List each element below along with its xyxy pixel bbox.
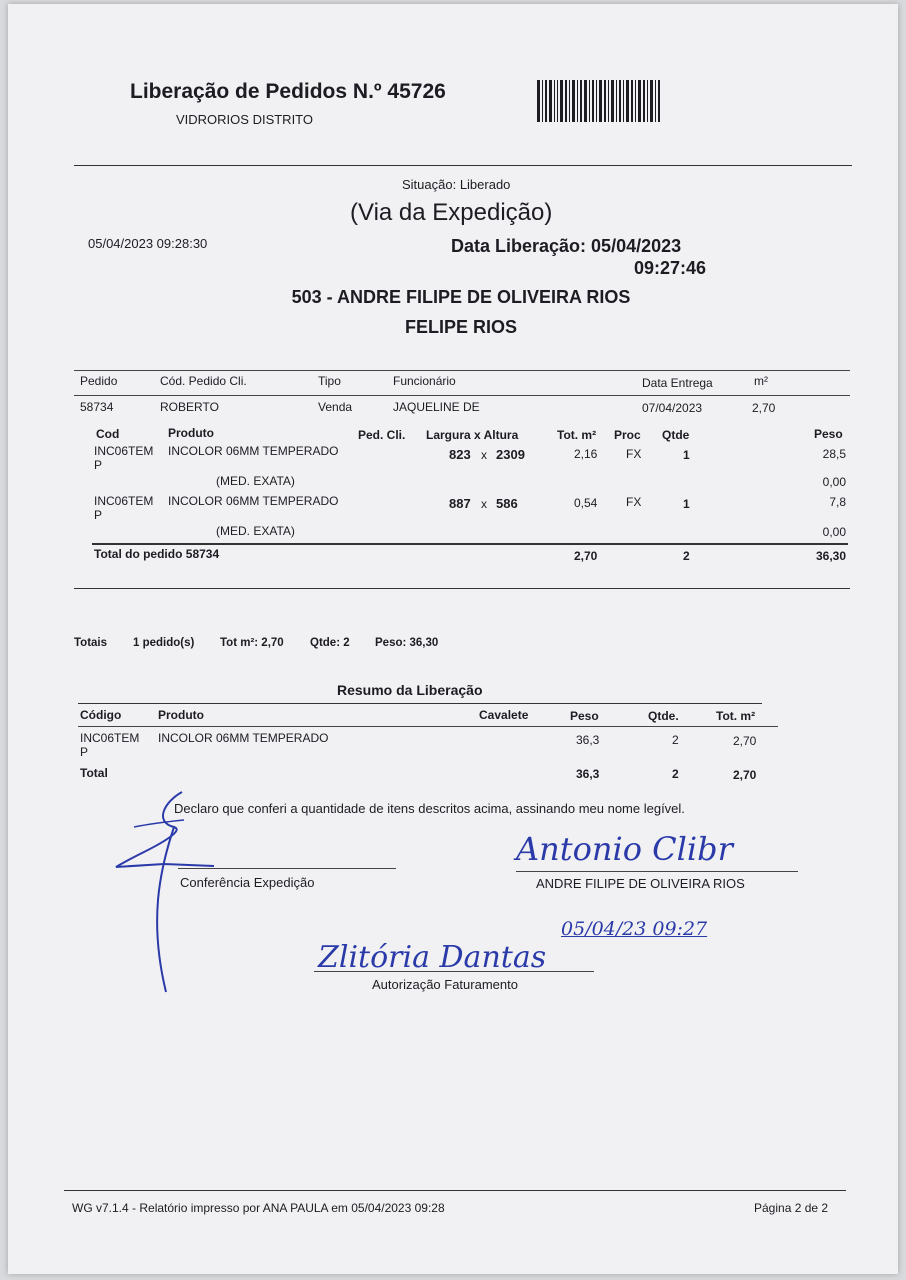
totals-pedidos: 1 pedido(s) [133, 637, 195, 649]
summary-col-peso: Peso [570, 709, 599, 723]
summary-top-line [78, 703, 762, 704]
item-col-qtde: Qtde [662, 428, 690, 442]
footer-page-number: Página 2 de 2 [754, 1201, 829, 1215]
conferencia-signature-line [178, 868, 396, 869]
client-nickname: FELIPE RIOS [404, 317, 518, 337]
summary-row-codigo: INC06TEM [80, 731, 140, 745]
document-page [8, 4, 898, 1274]
item-col-peso: Peso [814, 427, 843, 441]
conferencia-label: Conferência Expedição [180, 875, 315, 890]
item-dims-x: x [481, 497, 487, 511]
client-signature-line [516, 871, 798, 872]
summary-title: Resumo da Liberação [337, 682, 483, 698]
via-label: (Via da Expedição) [350, 199, 553, 226]
summary-col-produto: Produto [158, 708, 204, 722]
item-col-ped-cli: Ped. Cli. [358, 428, 406, 442]
item-col-proc: Proc [614, 428, 641, 442]
item-largura: 887 [449, 496, 471, 511]
order-pedido: 58734 [80, 400, 114, 414]
orders-header-line [74, 395, 850, 396]
item-largura: 823 [449, 447, 471, 462]
authorization-label: Autorização Faturamento [372, 977, 518, 992]
order-total-label: Total do pedido 58734 [94, 547, 220, 561]
summary-col-tot-m2: Tot. m² [716, 709, 756, 723]
order-total-m2: 2,70 [574, 549, 598, 563]
item-col-tot-m2: Tot. m² [557, 428, 597, 442]
item-cod-cont: P [94, 508, 103, 522]
item-produto: INCOLOR 06MM TEMPERADO [168, 494, 339, 508]
client-signature-name: ANDRE FILIPE DE OLIVEIRA RIOS [536, 876, 745, 891]
item-note-peso: 0,00 [822, 475, 846, 489]
summary-total-qtde: 2 [672, 767, 679, 781]
client-name: 503 - ANDRE FILIPE DE OLIVEIRA RIOS [291, 287, 631, 307]
col-cod-pedido-cli: Cód. Pedido Cli. [160, 374, 247, 388]
summary-row-qtde: 2 [672, 733, 679, 747]
item-proc: FX [626, 447, 642, 461]
client-signature: Antonio Clibr [516, 830, 733, 868]
summary-header-line [78, 726, 778, 727]
summary-total-tot-m2: 2,70 [733, 768, 757, 782]
summary-col-codigo: Código [80, 708, 122, 722]
col-funcionario: Funcionário [393, 374, 456, 388]
order-total-qtde: 2 [683, 549, 690, 563]
summary-col-cavalete: Cavalete [479, 708, 529, 722]
declaration-text: Declaro que conferi a quantidade de itens descritos acima, assinando meu nome legível. [174, 801, 685, 816]
item-tot-m2: 0,54 [574, 496, 598, 510]
order-funcionario: JAQUELINE DE [393, 400, 480, 414]
item-tot-m2: 2,16 [574, 447, 598, 461]
company-name: VIDRORIOS DISTRITO [176, 112, 313, 127]
item-cod: INC06TEM [94, 494, 154, 508]
summary-row-peso: 36,3 [576, 733, 600, 747]
header-divider [74, 165, 852, 166]
totals-qtde: Qtde: 2 [310, 637, 350, 649]
item-cod-cont: P [94, 458, 103, 472]
order-tipo: Venda [318, 400, 353, 414]
item-col-cod: Cod [96, 427, 120, 441]
authorization-signature: Zlitória Dantas [318, 940, 547, 975]
col-tipo: Tipo [318, 374, 341, 388]
summary-total-peso: 36,3 [576, 767, 600, 781]
order-cod-cli: ROBERTO [160, 400, 219, 414]
summary-total-label: Total [80, 766, 108, 780]
situation-label: Situação: Liberado [402, 177, 511, 192]
footer-printed-by: WG v7.1.4 - Relatório impresso por ANA PAULA em 05/04/2023 09:28 [72, 1201, 445, 1215]
order-m2: 2,70 [752, 401, 776, 415]
item-cod: INC06TEM [94, 444, 154, 458]
item-qtde: 1 [683, 497, 690, 511]
order-total-peso: 36,30 [815, 549, 846, 563]
barcode [537, 80, 673, 122]
item-qtde: 1 [683, 448, 690, 462]
totals-label: Totais [74, 637, 108, 649]
col-m2: m² [754, 374, 768, 388]
item-peso: 28,5 [822, 447, 846, 461]
item-proc: FX [626, 495, 642, 509]
release-time: 09:27:46 [634, 258, 707, 278]
summary-col-qtde: Qtde. [648, 709, 679, 723]
item-col-produto: Produto [168, 426, 214, 440]
item-note-peso: 0,00 [822, 525, 846, 539]
item-col-dims: Largura x Altura [426, 428, 519, 442]
col-data-entrega: Data Entrega [642, 376, 713, 390]
handwritten-date: 05/04/23 09:27 [561, 918, 708, 940]
totals-tot-m2: Tot m²: 2,70 [220, 637, 284, 649]
summary-row-produto: INCOLOR 06MM TEMPERADO [158, 731, 329, 745]
footer-divider [64, 1190, 846, 1191]
print-datetime: 05/04/2023 09:28:30 [88, 236, 208, 251]
orders-bottom-line [74, 588, 850, 589]
order-total-line [92, 543, 848, 545]
item-note: (MED. EXATA) [216, 524, 295, 538]
item-altura: 2309 [496, 447, 525, 462]
document-title: Liberação de Pedidos N.º 45726 [130, 80, 446, 103]
item-note: (MED. EXATA) [216, 474, 295, 488]
summary-row-codigo-cont: P [80, 745, 89, 759]
release-date: Data Liberação: 05/04/2023 [451, 236, 682, 256]
item-produto: INCOLOR 06MM TEMPERADO [168, 444, 339, 458]
item-peso: 7,8 [829, 495, 846, 509]
item-dims-x: x [481, 448, 487, 462]
summary-row-tot-m2: 2,70 [733, 734, 757, 748]
item-altura: 586 [496, 496, 518, 511]
col-pedido: Pedido [80, 374, 118, 388]
order-data-entrega: 07/04/2023 [642, 401, 703, 415]
orders-table-top-line [74, 370, 850, 371]
authorization-signature-line [314, 971, 594, 972]
totals-peso: Peso: 36,30 [375, 637, 439, 649]
conferencia-signature-scribble [104, 782, 234, 1002]
